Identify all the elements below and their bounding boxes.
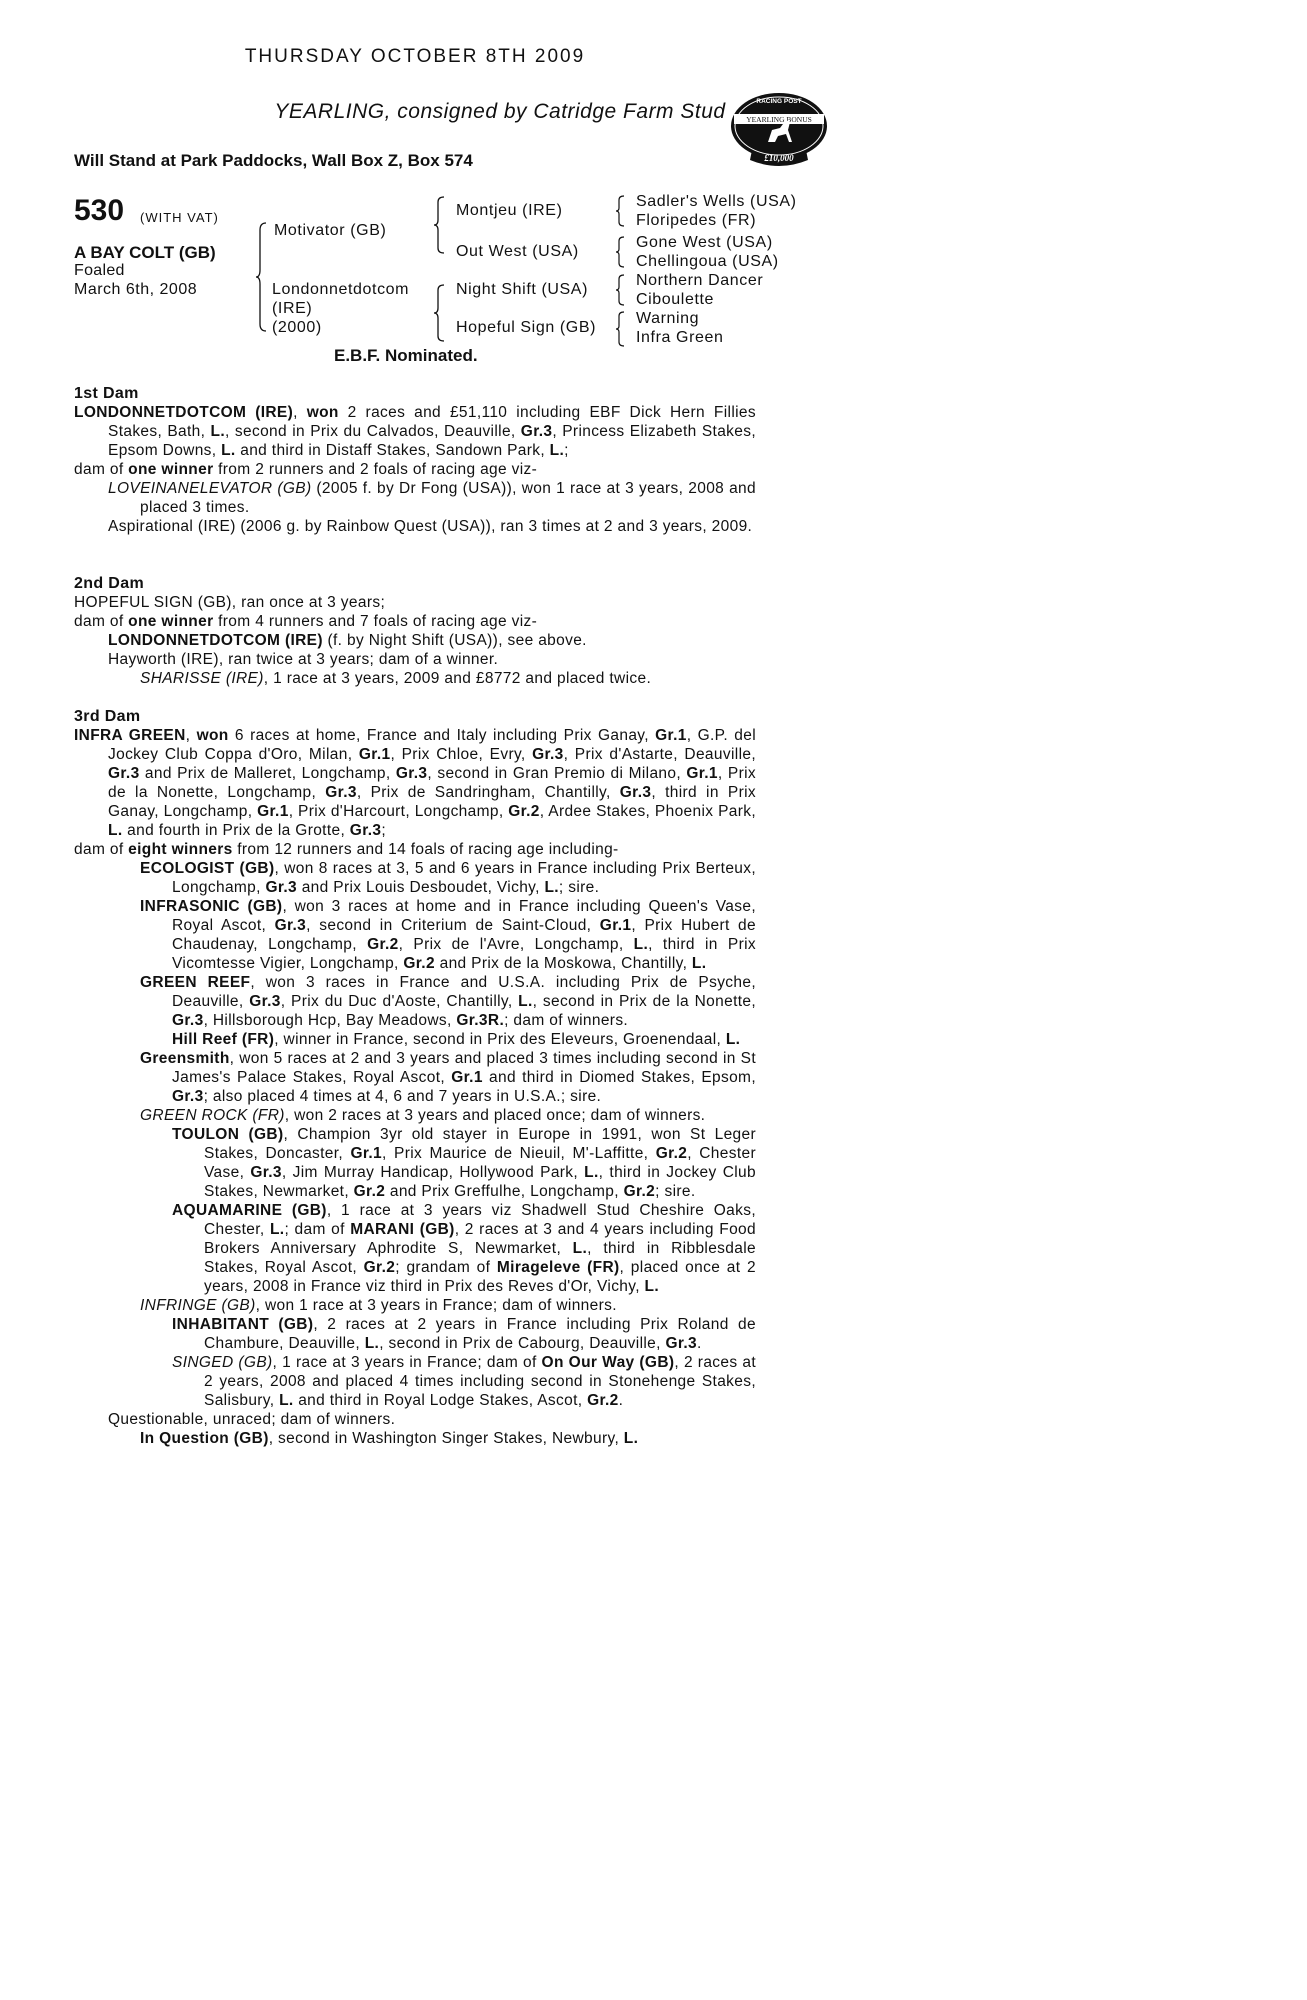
foaled-date: March 6th, 2008 [74, 281, 198, 298]
produce-item: TOULON (GB), Champion 3yr old stayer in Europe in 1991, won St Leger Stakes, Doncaster, Gr.1, Prix Maurice de Nieuil, M'-Laffitte, Gr.2, Chester Vase, Gr.3, Jim Murray Handicap, Hollywood Park, L., third in Jockey Club Stakes, Newmarket, Gr.2 and Prix Greffulhe, Longchamp, Gr.2; sire. [172, 1126, 756, 1200]
pedigree-brace-g4 [616, 311, 626, 347]
produce-item: AQUAMARINE (GB), 1 race at 3 years viz Shadwell Stud Cheshire Oaks, Chester, L.; dam of MARANI (GB), 2 races at 3 and 4 years including Food Brokers Anniversary Aphrodite S, Newmarket, L., third in Ribblesdale Stakes, Royal Ascot, Gr.2; grandam of Mirageleve (FR), placed once at 2 years, 2008 in France viz third in Prix des Reves d'Or, Vichy, L. [172, 1202, 756, 1295]
produce-item: GREEN REEF, won 3 races in France and U.S.A. including Prix de Psyche, Deauville, Gr.3, Prix du Duc d'Aoste, Chantilly, L., second in Prix de la Nonette, Gr.3, Hillsborough Hcp, Bay Meadows, Gr.3R.; dam of winners. [140, 974, 757, 1029]
pedigree-brace-g1 [616, 195, 626, 227]
lot-description: A BAY COLT (GB) [74, 243, 216, 262]
produce-item: Hill Reef (FR), winner in France, second in Prix des Eleveurs, Groenendaal, L. [172, 1031, 741, 1048]
pedigree-g7: Warning [636, 310, 700, 327]
pedigree-brace-g3 [616, 274, 626, 306]
produce-item: LOVEINANELEVATOR (GB) (2005 f. by Dr Fong (USA)), won 1 race at 3 years, 2008 and placed 3 times. [108, 480, 756, 516]
first-dam-produce: dam of one winner from 2 runners and 2 foals of racing age viz- [74, 461, 538, 478]
svg-text:YEARLING BONUS: YEARLING BONUS [746, 115, 812, 124]
first-dam-section [74, 384, 756, 536]
pedigree-g4: Chellingoua (USA) [636, 253, 779, 270]
produce-item: Aspirational (IRE) (2006 g. by Rainbow Quest (USA)), ran 3 times at 2 and 3 years, 2009. [108, 518, 753, 535]
pedigree-sire-dam: Out West (USA) [456, 243, 579, 260]
yearling-bonus-badge-icon [728, 90, 830, 168]
sale-date: THURSDAY OCTOBER 8TH 2009 [244, 46, 586, 67]
pedigree-dam-sire: Night Shift (USA) [456, 281, 589, 298]
produce-item: LONDONNETDOTCOM (IRE) (f. by Night Shift (USA)), see above. [108, 632, 587, 649]
produce-item: INFRASONIC (GB), won 3 races at home and in France including Queen's Vase, Royal Ascot, Gr.3, second in Criterium de Saint-Cloud, Gr.1, Prix Hubert de Chaudenay, Longchamp, Gr.2, Prix de l'Avre, Longchamp, L., third in Prix Vicomtesse Vigier, Longchamp, Gr.2 and Prix de la Moskowa, Chantilly, L. [140, 898, 756, 972]
ebf-nominated: E.B.F. Nominated. [334, 346, 478, 365]
produce-item: Questionable, unraced; dam of winners. [108, 1411, 396, 1428]
second-dam-record: HOPEFUL SIGN (GB), ran once at 3 years; [74, 594, 386, 611]
third-dam-produce: dam of eight winners from 12 runners and 14 foals of racing age including- [74, 841, 619, 858]
foaled-label: Foaled [74, 262, 125, 279]
third-dam-section [74, 707, 756, 1448]
pedigree-dam-year: (2000) [272, 319, 322, 336]
produce-item: ECOLOGIST (GB), won 8 races at 3, 5 and 6 years in France including Prix Berteux, Longchamp, Gr.3 and Prix Louis Desboudet, Vichy, L.; sire. [140, 860, 757, 896]
pedigree-g1: Sadler's Wells (USA) [636, 193, 797, 210]
pedigree-dam-dam: Hopeful Sign (GB) [456, 319, 597, 336]
produce-item: SINGED (GB), 1 race at 3 years in France; dam of On Our Way (GB), 2 races at 2 years, 2008 and placed 4 times including second in Stonehenge Stakes, Salisbury, L. and third in Royal Lodge Stakes, Ascot, Gr.2. [172, 1354, 756, 1409]
pedigree-brace-left [256, 222, 268, 332]
pedigree-brace-sire [434, 196, 446, 254]
produce-item: INFRINGE (GB), won 1 race at 3 years in France; dam of winners. [140, 1297, 617, 1314]
pedigree-g3: Gone West (USA) [636, 234, 773, 251]
pedigree-g8: Infra Green [636, 329, 724, 346]
pedigree-sire: Motivator (GB) [274, 222, 387, 239]
svg-text:RACING POST: RACING POST [756, 98, 802, 105]
second-dam-section [74, 574, 756, 688]
pedigree-g5: Northern Dancer [636, 272, 764, 289]
stand-location: Will Stand at Park Paddocks, Wall Box Z, Box 574 [74, 151, 473, 170]
produce-item: GREEN ROCK (FR), won 2 races at 3 years and placed once; dam of winners. [140, 1107, 706, 1124]
pedigree-dam-name: Londonnetdotcom [272, 281, 410, 298]
second-dam-heading: 2nd Dam [74, 575, 145, 592]
pedigree-g2: Floripedes (FR) [636, 212, 757, 229]
pedigree-brace-g2 [616, 236, 626, 268]
produce-item: In Question (GB), second in Washington Singer Stakes, Newbury, L. [140, 1430, 639, 1447]
third-dam-heading: 3rd Dam [74, 708, 141, 725]
pedigree-sire-sire: Montjeu (IRE) [456, 202, 563, 219]
lot-number: 530 [74, 194, 125, 227]
pedigree-g6: Ciboulette [636, 291, 715, 308]
vat-note: (WITH VAT) [140, 210, 219, 225]
produce-item: INHABITANT (GB), 2 races at 2 years in France including Prix Roland de Chambure, Deauville, L., second in Prix de Cabourg, Deauville, Gr.3. [172, 1316, 756, 1352]
pedigree-brace-dam [434, 284, 446, 342]
svg-text:£10,000: £10,000 [764, 153, 794, 163]
produce-item: Hayworth (IRE), ran twice at 3 years; dam of a winner. [108, 651, 499, 668]
produce-item: Greensmith, won 5 races at 2 and 3 years and placed 3 times including second in St James's Palace Stakes, Royal Ascot, Gr.1 and third in Diomed Stakes, Epsom, Gr.3; also placed 4 times at 4, 6 and 7 years in U.S.A.; sire. [140, 1050, 756, 1105]
second-dam-produce: dam of one winner from 4 runners and 7 foals of racing age viz- [74, 613, 538, 630]
first-dam-record: LONDONNETDOTCOM (IRE), won 2 races and £51,110 including EBF Dick Hern Fillies Stakes, Bath, L., second in Prix du Calvados, Deauville, Gr.3, Princess Elizabeth Stakes, Epsom Downs, L. and third in Distaff Stakes, Sandown Park, L.; [74, 404, 756, 459]
first-dam-heading: 1st Dam [74, 385, 139, 402]
consignor-line: YEARLING, consigned by Catridge Farm Stud [274, 100, 726, 123]
produce-item: SHARISSE (IRE), 1 race at 3 years, 2009 and £8772 and placed twice. [140, 670, 652, 687]
third-dam-record: INFRA GREEN, won 6 races at home, France and Italy including Prix Ganay, Gr.1, G.P. del Jockey Club Coppa d'Oro, Milan, Gr.1, Prix Chloe, Evry, Gr.3, Prix d'Astarte, Deauville, Gr.3 and Prix de Malleret, Longchamp, Gr.3, second in Gran Premio di Milano, Gr.1, Prix de la Nonette, Longchamp, Gr.3, Prix de Sandringham, Chantilly, Gr.3, third in Prix Ganay, Longchamp, Gr.1, Prix d'Harcourt, Longchamp, Gr.2, Ardee Stakes, Phoenix Park, L. and fourth in Prix de la Grotte, Gr.3; [74, 727, 757, 839]
pedigree-dam-country: (IRE) [272, 300, 313, 317]
